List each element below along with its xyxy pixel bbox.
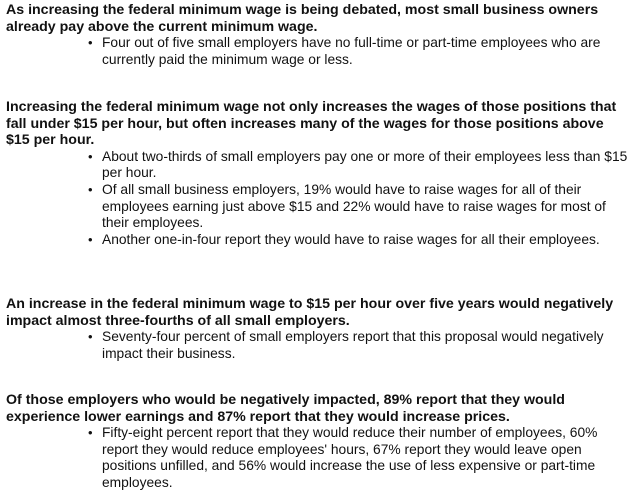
list-item-text: Seventy-four percent of small employers report that this proposal would negatively impact their business.: [102, 329, 604, 361]
section-heading: As increasing the federal minimum wage is being debated, most small business owners already pay above the current minimum wage.: [6, 2, 599, 35]
bullet-list: [6, 425, 628, 491]
list-item: [88, 232, 628, 249]
section-negatively-impacted-employers: [6, 392, 628, 492]
list-item: [88, 425, 628, 491]
section-impact-three-fourths: [6, 296, 628, 362]
list-item-text: Fifty-eight percent report that they would reduce their number of employees, 60% report they would reduce employees' hours, 67% report they would leave open positions unfilled, and 56% would increase the use of less expensive or part-time employees.: [102, 425, 598, 490]
bullet-list: [6, 329, 628, 362]
section-heading: Of those employers who would be negatively impacted, 89% report that they would experience lower earnings and 87% report that they would increase prices.: [6, 392, 565, 425]
section-heading: An increase in the federal minimum wage to $15 per hour over five years would negatively impact almost three-fourths of all small employers.: [6, 296, 614, 329]
bullet-icon: •: [88, 425, 93, 441]
list-item-text: Four out of five small employers have no full-time or part-time employees who are currently paid the minimum wage or less.: [102, 35, 601, 67]
list-item-text: About two-thirds of small employers pay one or more of their employees less than $15 per hour.: [102, 148, 628, 181]
bullet-icon: •: [88, 148, 93, 164]
list-item: [88, 182, 628, 232]
section-heading: Increasing the federal minimum wage not only increases the wages of those positions that fall under $15 per hour, but often increases many of the wages for those positions above $15 per hour.: [6, 99, 617, 149]
section-wage-increases-above-15: [6, 99, 628, 248]
bullet-icon: •: [88, 329, 93, 345]
bullet-icon: •: [88, 181, 93, 197]
section-current-minimum-wage: [6, 2, 628, 68]
list-item: [88, 35, 628, 68]
list-item-text: Of all small business employers, 19% would have to raise wages for all of their employees earning just above $15 and 22% would have to raise wages for most of their employees.: [102, 181, 606, 231]
bullet-list: [6, 35, 628, 68]
list-item: [88, 149, 628, 182]
bullet-list: [6, 149, 628, 249]
bullet-icon: •: [88, 231, 93, 247]
list-item-text: Another one-in-four report they would have to raise wages for all their employees.: [102, 231, 600, 247]
list-item: [88, 329, 628, 362]
bullet-icon: •: [88, 35, 93, 51]
